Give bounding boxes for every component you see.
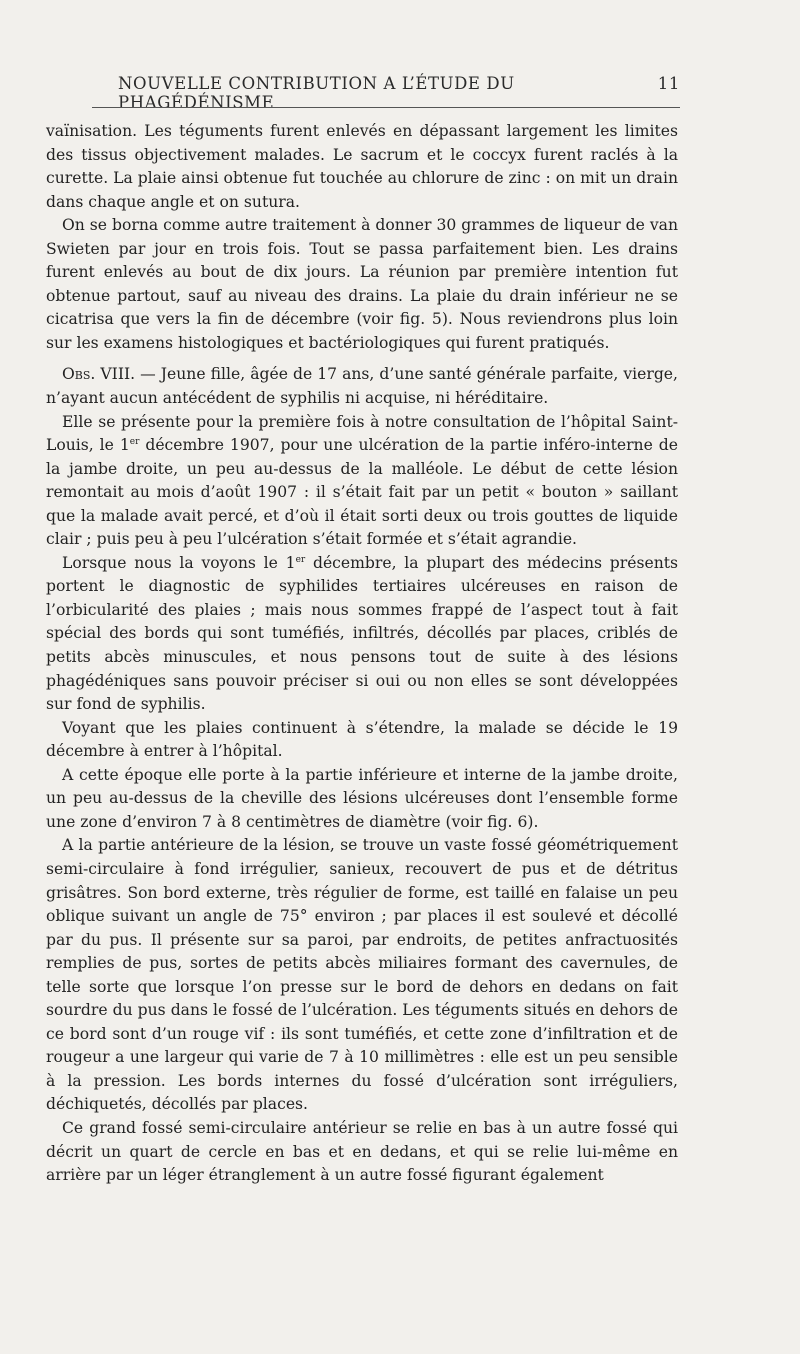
paragraph-7: A cette époque elle porte à la partie inférieure et interne de la jambe droite, un peu au-dessus de la cheville des lésions ulcéreuses dont l’ensemble forme une zone d’environ 7 à 8 centimètres de diamètre (voir fig. 6).	[46, 765, 678, 831]
ordinal-sup: er	[129, 436, 140, 447]
paragraph-4	[46, 411, 678, 552]
paragraph-5-rest: décembre, la plupart des médecins présents portent le diagnostic de syphilides tertiaires ulcéreuses en raison de l’orbicularité des plaies ; mais nous sommes frappé de l’aspect tout à fait spécial des bords qui sont tuméfiés, infiltrés, décollés par places, criblés de petits abcès minuscules, et nous pensons tout de suite à des lésions phagédéniques sans pouvoir préciser si oui ou non elles se sont développées sur fond de syphilis.	[46, 553, 679, 714]
paragraph-4-start: Elle se présente pour la première fois à notre consultation de l’hôpital Saint-Louis, le 1	[46, 412, 678, 455]
paragraph-1: vaïnisation. Les téguments furent enlevés en dépassant largement les limites des tissus objectivement malades. Le sacrum et le coccyx furent raclés à la curette. La plaie ainsi obtenue fut touchée au chlorure de zinc : on mit un drain dans chaque angle et on sutura.	[46, 122, 678, 211]
paragraph-5	[46, 552, 678, 717]
header-rule	[92, 107, 680, 108]
paragraph-8: A la partie antérieure de la lésion, se trouve un vaste fossé géométriquement semi-circulaire à fond irrégulier, sanieux, recouvert de pus et de détritus grisâtres. Son bord externe, très régulier de forme, est taillé en falaise un peu oblique suivant un angle de 75° environ ; par places il est soulevé et décollé par du pus. Il présente sur sa paroi, par endroits, de petites anfractuosités remplies de pus, sortes de petits abcès miliaires formant des cavernules, de telle sorte que lorsque l’on presse sur le bord de dehors en dedans on fait sourdre du pus dans le fossé de l’ulcération. Les téguments situés en dehors de ce bord sont d’un rouge vif : ils sont tuméfiés, et cette zone d’infiltration et de rougeur a une largeur qui varie de 7 à 10 millimètres : elle est un peu sensible à la pression. Les bords internes du fossé d’ulcération sont irréguliers, déchiquetés, décollés par places.	[46, 836, 678, 1114]
paragraph-2: On se borna comme autre traitement à donner 30 grammes de liqueur de van Swieten par jour en trois fois. Tout se passa parfaitement bien. Les drains furent enlevés au bout de dix jours. La réunion par première intention fut obtenue partout, sauf au niveau des drains. La plaie du drain inférieur ne se cicatrisa que vers la fin de décembre (voir fig. 5). Nous reviendrons plus loin sur les examens histologiques et bactériologiques qui furent pratiqués.	[46, 216, 678, 352]
paragraph-9: Ce grand fossé semi-circulaire antérieur se relie en bas à un autre fossé qui décrit un quart de cercle en bas et en dedans, et qui se relie lui-même en arrière par un léger étranglement à un autre fossé figurant également	[46, 1118, 678, 1185]
paragraph-6: Voyant que les plaies continuent à s’étendre, la malade se décide le 19 décembre à entrer à l’hôpital.	[46, 718, 678, 761]
ordinal-sup: er	[295, 554, 306, 565]
body-text	[46, 120, 678, 1188]
paragraph-5-start: Lorsque nous la voyons le 1	[62, 553, 296, 572]
page-number: 11	[657, 74, 680, 93]
paragraph-4-rest: décembre 1907, pour une ulcération de la partie inféro-interne de la jambe droite, un peu au-dessus de la malléole. Le début de cette lésion remontait au mois d’août 1907 : il s’était fait par un petit « bouton » saillant que la malade avait percé, et d’où il était sorti deux ou trois gouttes de liquide clair ; puis peu à peu l’ulcération s’était formée et s’était agrandie.	[46, 436, 678, 549]
running-title: NOUVELLE CONTRIBUTION A L’ÉTUDE DU PHAGÉDÉNISME	[118, 74, 515, 112]
observation-paragraph	[46, 363, 678, 410]
observation-label: Obs. VIII.	[62, 365, 136, 384]
observation-text: — Jeune fille, âgée de 17 ans, d’une santé générale parfaite, vierge, n’ayant aucun antécédent de syphilis ni acquise, ni héréditaire.	[46, 365, 678, 408]
